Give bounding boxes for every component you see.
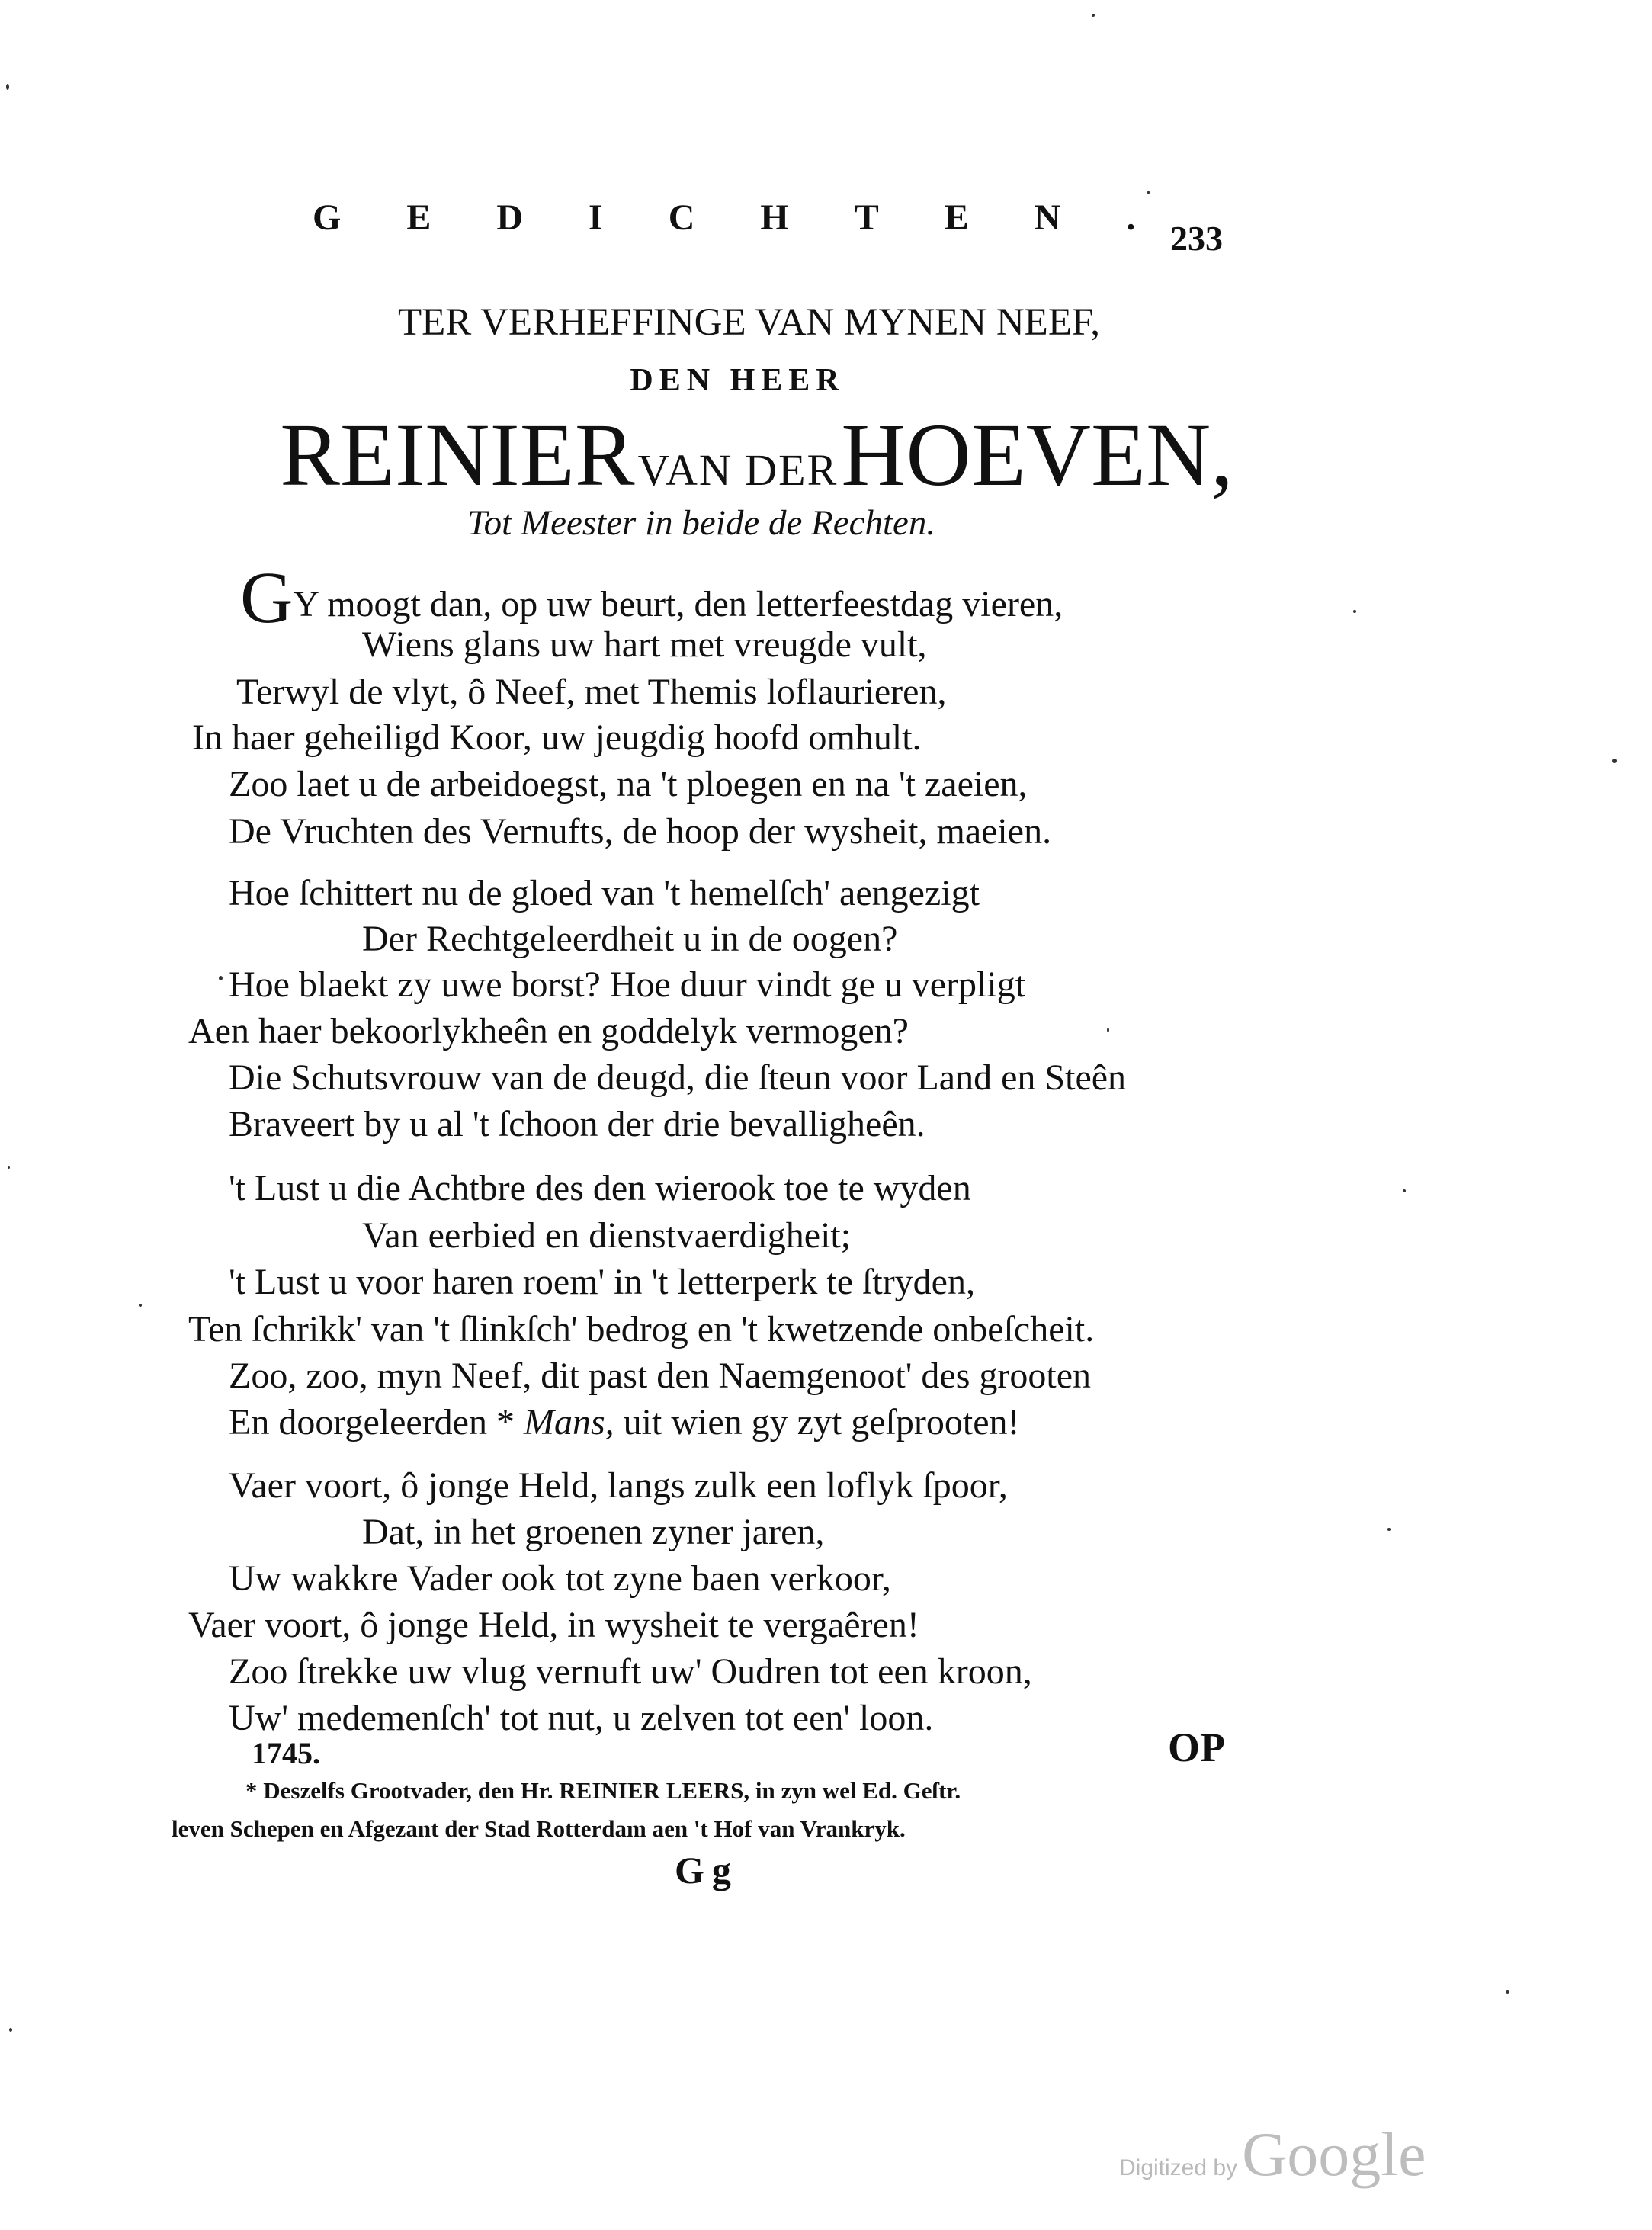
verse-italic-word: Mans, (523, 1402, 614, 1442)
year: 1745. (252, 1736, 320, 1770)
title-line-1: TER VERHEFFINGE VAN MYNEN NEEF, (397, 301, 1101, 344)
verse-line (229, 1404, 1020, 1441)
running-head: GEDICHTEN. (313, 197, 1201, 238)
verse-line: De Vruchten des Vernufts, de hoop der wysheit, maeien. (229, 811, 1052, 852)
verse-line: Ten ſchrikk' van 't ſlinkſch' bedrog en 't kwetzende onbeſcheit. (188, 1309, 1095, 1349)
scan-speck (1612, 759, 1617, 763)
verse-line: In haer geheiligd Koor, uw jeugdig hoofd omhult. (192, 717, 922, 758)
title-subtitle: Tot Meester in beide de Rechten. (467, 503, 936, 543)
signature-mark: Gg (675, 1849, 739, 1891)
digitized-by-text: Digitized by (1119, 2155, 1238, 2180)
verse-text: En doorgeleerden (229, 1402, 487, 1442)
verse-line: Hoe ſchittert nu de gloed van 't hemelſch' aengezigt (229, 873, 980, 913)
verse-line: Die Schutsvrouw van de deugd, die ſteun voor Land en Steên (229, 1057, 1127, 1098)
verse-line: Vaer voort, ô jonge Held, in wysheit te vergaêren! (188, 1605, 919, 1645)
verse-line: Aen haer bekoorlykheên en goddelyk vermogen? (188, 1011, 909, 1051)
verse-line: Wiens glans uw hart met vreugde vult, (362, 624, 927, 665)
verse-line: Van eerbied en dienstvaerdigheit; (362, 1215, 852, 1256)
scan-speck (1147, 191, 1150, 194)
verse-line (240, 555, 1063, 638)
scan-speck (1403, 1189, 1406, 1192)
title-name-middle: VAN DER (637, 445, 839, 495)
verse-line: 't Lust u die Achtbre des den wierook toe te wyden (229, 1168, 971, 1208)
drop-cap: G (240, 557, 294, 638)
verse-line: Uw' medemenſch' tot nut, u zelven tot een' loon. (229, 1698, 934, 1738)
title-name (0, 405, 1513, 505)
title-name-last: HOEVEN, (841, 405, 1233, 505)
scan-speck (9, 2028, 12, 2032)
footnote-line-1: * Deszelfs Grootvader, den Hr. REINIER LEERS, in zyn wel Ed. Geſtr. (245, 1777, 961, 1804)
verse-line: Der Rechtgeleerdheit u in de oogen? (362, 919, 898, 959)
verse-line: Braveert by u al 't ſchoon der drie bevalligheên. (229, 1104, 925, 1144)
verse-line: Dat, in het groenen zyner jaren, (362, 1512, 825, 1552)
verse-line: Uw wakkre Vader ook tot zyne baen verkoor, (229, 1558, 891, 1599)
verse-text: uit wien gy zyt geſprooten! (614, 1402, 1020, 1442)
verse-line: 't Lust u voor haren roem' in 't letterperk te ſtryden, (229, 1262, 975, 1302)
scan-speck (8, 1166, 10, 1169)
scan-speck (1107, 1028, 1109, 1032)
scan-speck (1506, 1990, 1509, 1994)
title-name-first: REINIER (280, 405, 635, 505)
verse-line: Hoe blaekt zy uwe borst? Hoe duur vindt ge u verpligt (229, 964, 1026, 1005)
scan-speck (6, 84, 9, 90)
title-line-2: DEN HEER (630, 363, 845, 398)
scan-speck (1387, 1528, 1391, 1531)
verse-text: Y moogt dan, op uw beurt, den letterfeestdag vieren, (293, 584, 1063, 624)
verse-line: Zoo ſtrekke uw vlug vernuft uw' Oudren tot een kroon, (229, 1651, 1032, 1692)
verse-line: Zoo laet u de arbeidoegst, na 't ploegen en na 't zaeien, (229, 764, 1028, 804)
scan-speck (219, 976, 223, 980)
catchword: OP (1168, 1725, 1225, 1770)
verse-line: Vaer voort, ô jonge Held, langs zulk een loflyk ſpoor, (229, 1465, 1008, 1506)
footnote-marker: * (496, 1402, 524, 1442)
verse-line: Zoo, zoo, myn Neef, dit past den Naemgenoot' des grooten (229, 1356, 1092, 1396)
scan-speck (139, 1304, 142, 1307)
footnote-line-2: leven Schepen en Afgezant der Stad Rotterdam aen 't Hof van Vrankryk. (172, 1815, 906, 1842)
page-number: 233 (1170, 219, 1223, 258)
verse-line: Terwyl de vlyt, ô Neef, met Themis loflaurieren, (236, 672, 947, 712)
scan-speck (1353, 610, 1356, 613)
google-logo: Google (1242, 2119, 1426, 2189)
scan-speck (1092, 14, 1095, 17)
digitized-watermark (1119, 2119, 1426, 2189)
